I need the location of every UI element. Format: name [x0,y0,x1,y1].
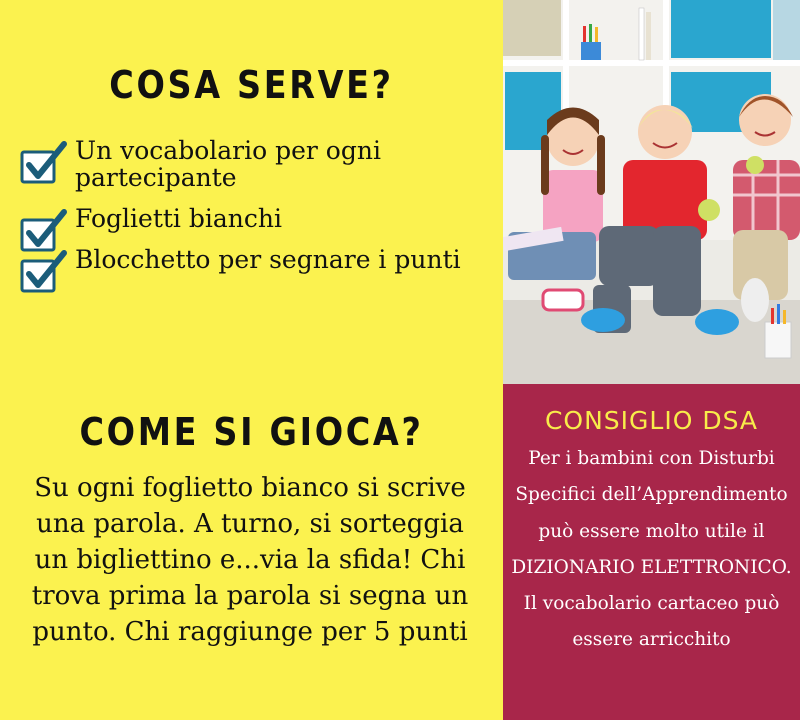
checklist-item-text: Un vocabolario per ogni partecipante [75,136,381,192]
cosa-serve-heading: COSA SERVE? [109,63,394,107]
tip-text: Per i bambini con Disturbi Specifici dell’Apprendimento può essere molto utile il DIZIONARIO ELETTRONICO. Il vocabolario cartaceo può essere arricchito [511,448,792,651]
checklist-item [20,137,490,191]
checklist-item [20,246,490,273]
right-column [503,0,800,720]
game-instructions-text: Su ogni foglietto bianco si scrive una parola. A turno, si sorteggia un bigliettino e...via la sfida! Chi trova prima la parola si segna un punto. Chi raggiunge per 5 punti [31,473,469,647]
come-si-gioca-heading: COME SI GIOCA? [79,410,424,454]
checklist-item-text: Blocchetto per segnare i punti [75,245,461,274]
checkbox-checked-icon [20,141,72,187]
checklist-item-text: Foglietti bianchi [75,204,282,233]
tip-box [503,384,800,720]
children-illustration [503,0,800,384]
materials-checklist [20,137,490,287]
tip-title: CONSIGLIO DSA [544,406,759,435]
checklist-item [20,205,490,232]
checkbox-checked-icon [20,250,72,296]
children-photo [503,0,800,384]
